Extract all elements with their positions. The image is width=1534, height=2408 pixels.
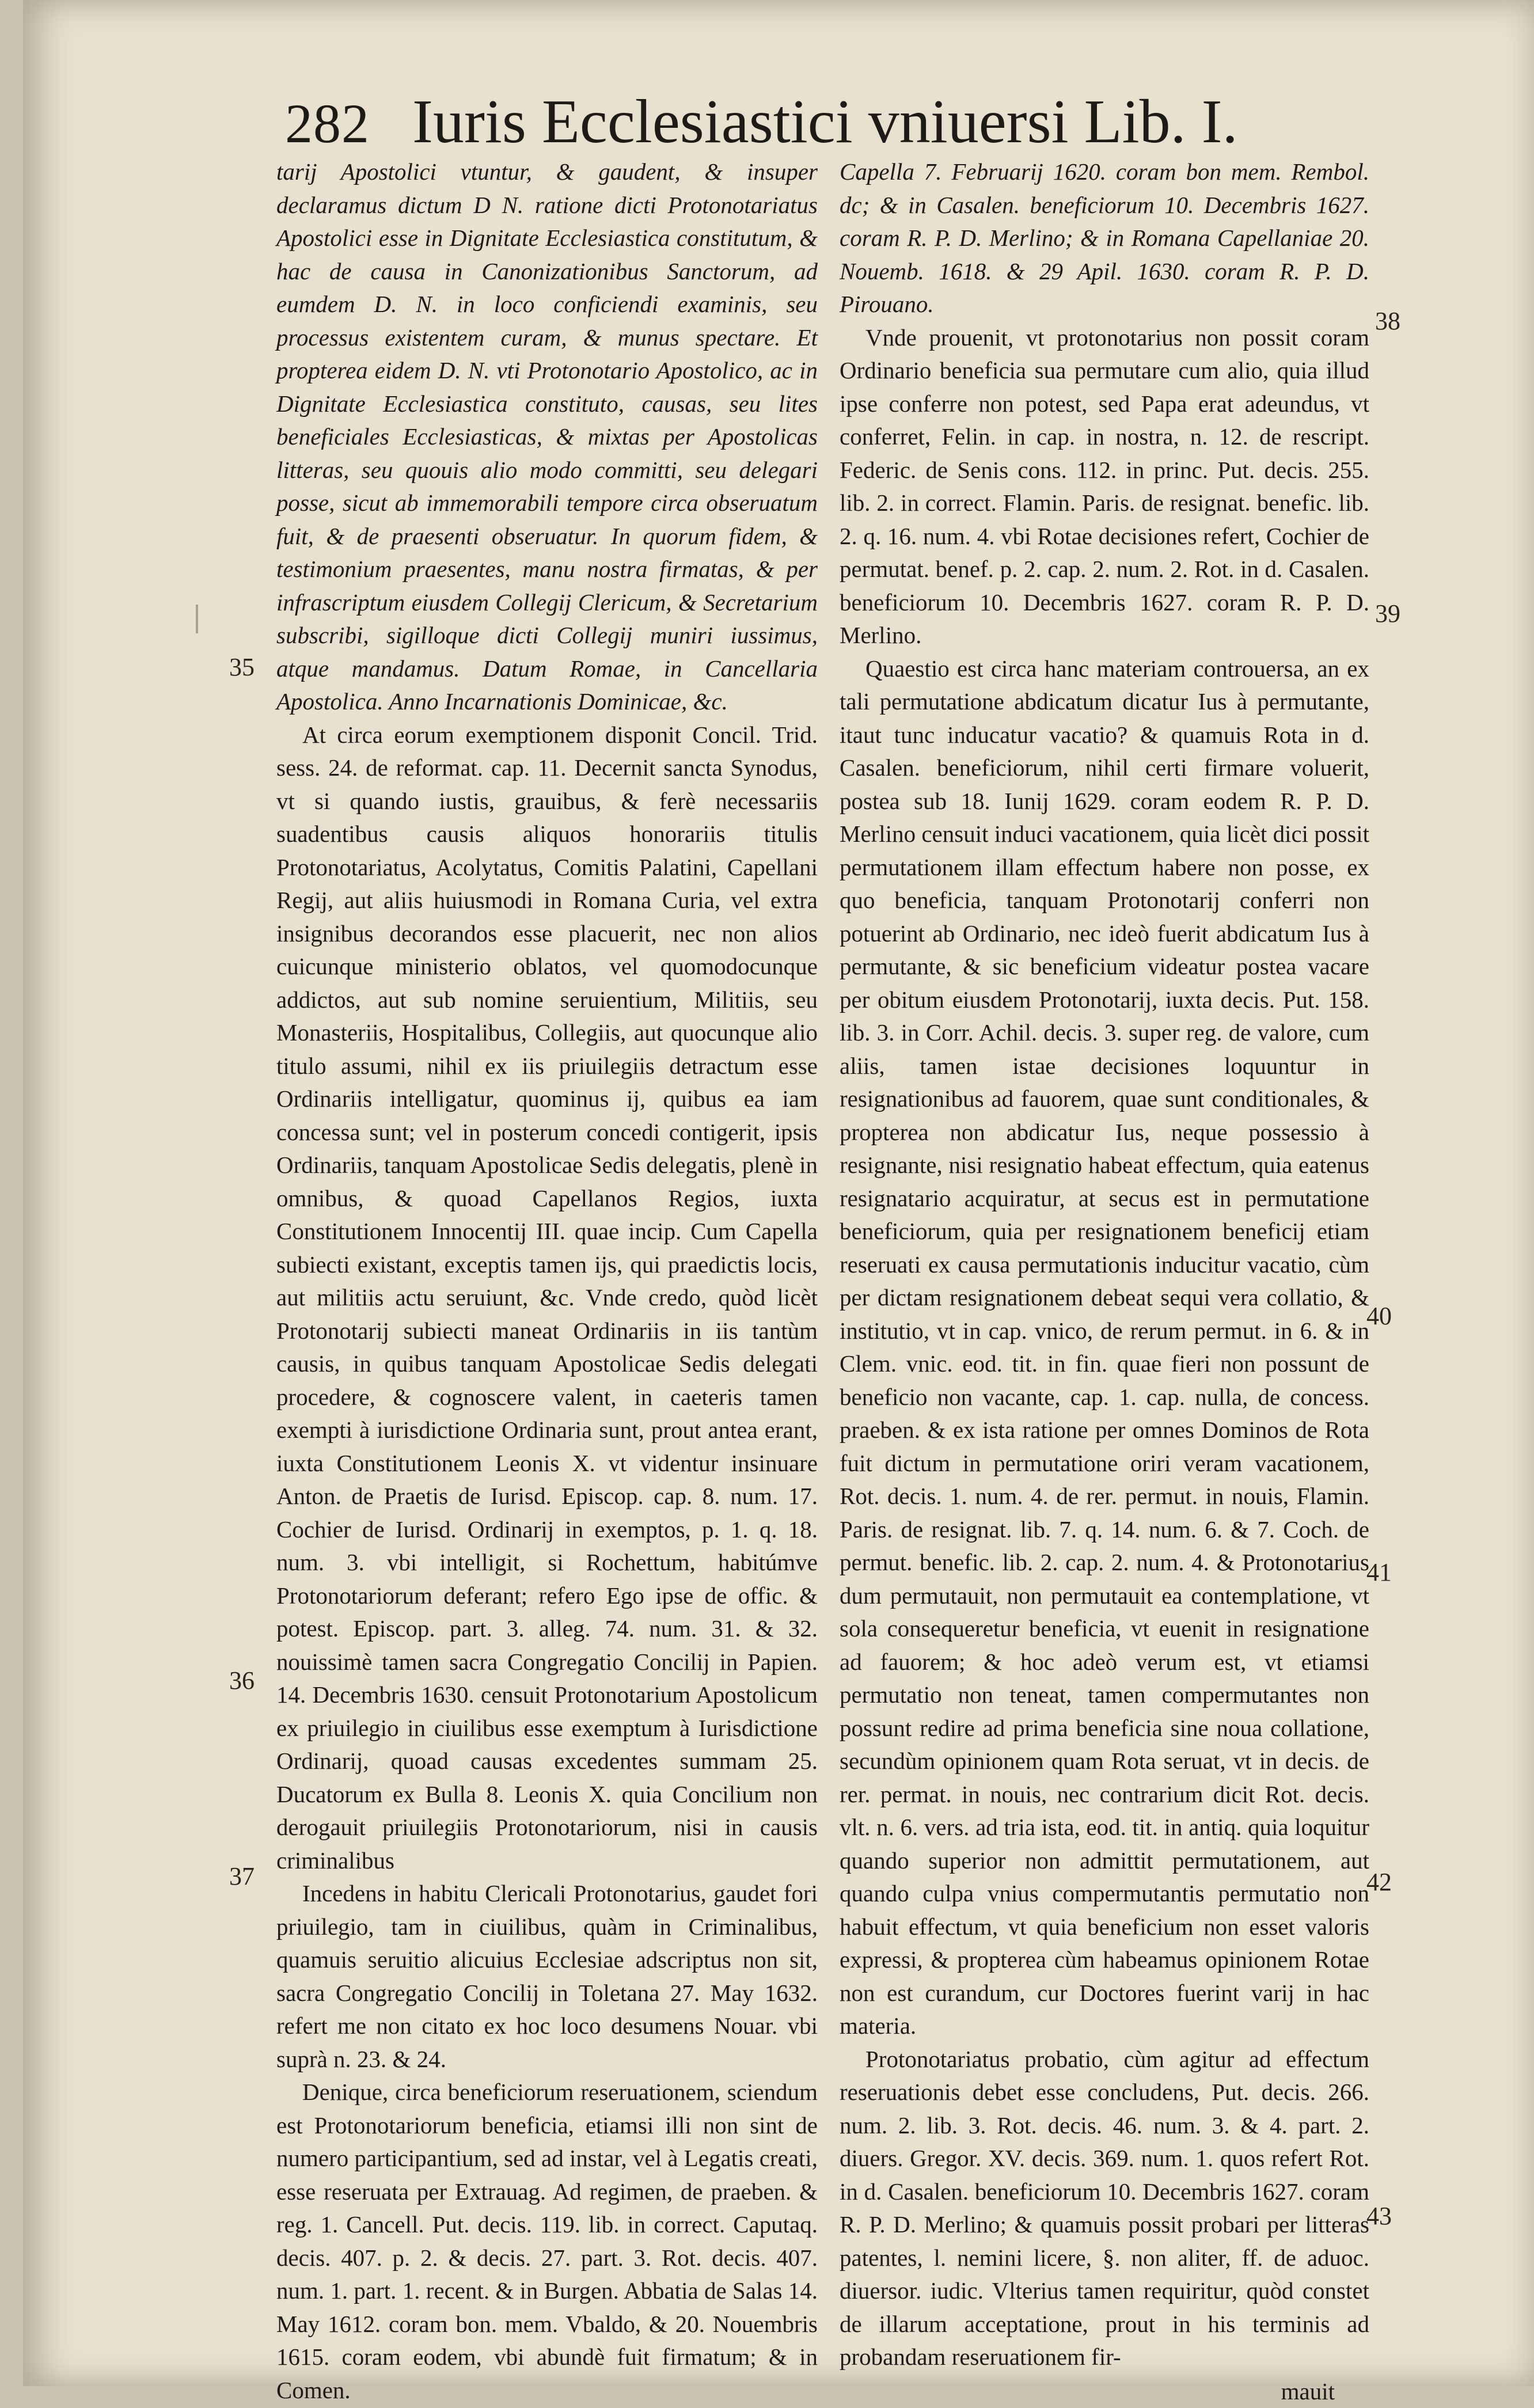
left-column <box>276 155 818 2344</box>
paragraph-37: Denique, circa beneficiorum reseruationem, sciendum est Protonotariorum beneficia, etiamsi illi non sint de numero participantium, sed ad instar, vel à Legatis creati, esse reseruata per Extrauag. Ad regimen, de praeben. & reg. 1. Cancell. Put. decis. 119. lib. in correct. Caputaq. decis. 407. p. 2. & decis. 27. part. 3. Rot. decis. 407. num. 1. part. 1. recent. & in Burgen. Abbatia de Salas 14. May 1612. coram bon. mem. Vbaldo, & 20. Nouembris 1615. coram eodem, vbi abundè fuit firmatum; & in Comen. <box>276 2076 818 2407</box>
margin-number-39: 39 <box>1375 599 1400 628</box>
margin-number-36: 36 <box>229 1666 255 1695</box>
paragraph-38: Vnde prouenit, vt protonotarius non possit coram Ordinario beneficia sua permutare cum alio, quia illud ipse conferre non potest, sed Papa erat adeundus, vt conferret, Felin. in cap. in nostra, n. 12. de rescript. Federic. de Senis cons. 112. in princ. Put. decis. 255. lib. 2. in correct. Flamin. Paris. de resignat. benefic. lib. 2. q. 16. num. 4. vbi Rotae decisiones refert, Cochier de permutat. benef. p. 2. cap. 2. num. 2. Rot. in d. Casalen. beneficiorum 10. Decembris 1627. coram R. P. D. Merlino. <box>840 321 1369 652</box>
margin-number-40: 40 <box>1366 1301 1392 1331</box>
margin-number-35: 35 <box>229 652 255 682</box>
book-page <box>23 0 1534 2386</box>
paragraph-citation-continuation: Capella 7. Februarij 1620. coram bon mem. Rembol. dc; & in Casalen. beneficiorum 10. Decembris 1627. coram R. P. D. Merlino; & in Romana Capellaniae 20. Nouemb. 1618. & 29 Apil. 1630. coram R. P. D. Pirouano. <box>840 155 1369 321</box>
paragraph-35: At circa eorum exemptionem disponit Concil. Trid. sess. 24. de reformat. cap. 11. Decernit sancta Synodus, vt si quando iustis, grauibus, & ferè necessariis suadentibus causis aliquos honorariis titulis Protonotariatus, Acolytatus, Comitis Palatini, Capellani Regij, aut aliis huiusmodi in Romana Curia, vel extra insignibus decorandos esse placuerit, nec non alios cuicunque ministerio oblatos, vel quomodocunque addictos, aut sub nomine seruientium, Militiis, seu Monasteriis, Hospitalibus, Collegiis, aut quocunque alio titulo assumi, nihil ex iis priuilegiis detractum esse Ordinariis intelligatur, quominus ij, quibus ea iam concessa sunt; vel in posterum concedi contigerit, ipsis Ordinariis, tanquam Apostolicae Sedis delegatis, plenè in omnibus, & quoad Capellanos Regios, iuxta Constitutionem Innocentij III. quae incip. Cum Capella subiecti existant, exceptis tamen ijs, qui praedictis locis, aut militiis actu seruiunt, &c. Vnde credo, quòd licèt Protonotarij subiecti maneat Ordinariis in iis tantùm causis, in quibus tanquam Apostolicae Sedis delegati procedere, & cognoscere valent, in caeteris tamen exempti à iurisdictione Ordinaria sunt, prout antea erant, iuxta Constitutionem Leonis X. vt videntur insinuare Anton. de Praetis de Iurisd. Episcop. cap. 8. num. 17. Cochier de Iurisd. Ordinarij in exemptos, p. 1. q. 18. num. 3. vbi intelligit, si Rochettum, habitúmve Protonotariorum deferant; refero Ego ipse de offic. & potest. Episcop. part. 3. alleg. 74. num. 31. & 32. nouissimè tamen sacra Congregatio Concilij in Papien. 14. Decembris 1630. censuit Protonotarium Apostolicum ex priuilegio in ciuilibus esse exemptum à Iurisdictione Ordinarij, quoad causas excedentes summam 25. Ducatorum ex Bulla 8. Leonis X. quia Concilium non derogauit priuilegiis Protonotariorum, nisi in causis criminalibus <box>276 719 818 1878</box>
paragraph-39: Quaestio est circa hanc materiam controuersa, an ex tali permutatione abdicatum dicatur Ius à permutante, itaut tunc inducatur vacatio? & quamuis Rota in d. Casalen. beneficiorum, nihil certi firmare voluerit, postea sub 18. Iunij 1629. coram eodem R. P. D. Merlino censuit induci vacationem, quia licèt dici possit permutationem illam effectum habere non posse, ex quo beneficia, tanquam Protonotarij conferri non potuerint ab Ordinario, nec ideò fuerit abdicatum Ius à permutante, & sic beneficium videatur postea vacare per obitum eiusdem Protonotarij, iuxta decis. Put. 158. lib. 3. in Corr. Achil. decis. 3. super reg. de valore, cum aliis, tamen istae decisiones loquuntur in resignationibus ad fauorem, quae sunt conditionales, & propterea non abdicatur Ius, neque possessio à resignante, nisi resignatio habeat effectum, quia eatenus resignatario acquiratur, at secus est in permutatione beneficiorum, quia per resignationem beneficij etiam reseruati ex causa permutationis inducitur vacatio, cùm per dictam resignationem debeat sequi vera collatio, & institutio, vt in cap. vnico, de rerum permut. in 6. & in Clem. vnic. eod. tit. in fin. quae fieri non possunt de beneficio non vacante, cap. 1. cap. nulla, de concess. praeben. & ex ista ratione per omnes Dominos de Rota fuit dictum in permutatione oriri veram vacationem, Rot. decis. 1. num. 4. de rer. permut. in nouis, Flamin. Paris. de resignat. lib. 7. q. 14. num. 6. & 7. Coch. de permut. benefic. lib. 2. cap. 2. num. 4. & Protonotarius dum permutauit, non permutauit ea contemplatione, vt sola consequeretur beneficia, vt euenit in resignatione ad fauorem; & hoc adeò verum est, vt etiamsi permutatio non teneat, tamen compermutantes non possunt redire ad prima beneficia sine noua collatione, secundùm opinionem quam Rota seruat, vt in decis. de rer. permat. in nouis, nec contrarium dicit Rot. decis. vlt. n. 6. vers. ad tria ista, eod. tit. in antiq. quia loquitur quando superior non admittit permutationem, aut quando culpa vnius compermutantis permutatio non habuit effectum, vt quia beneficium non esset valoris expressi, & propterea cùm habeamus opinionem Rotae non est curandum, cur Doctores fuerint varij in hac materia. <box>840 652 1369 2043</box>
margin-number-37: 37 <box>229 1862 255 1891</box>
paragraph-36: Incedens in habitu Clericali Protonotarius, gaudet fori priuilegio, tam in ciuilibus, quàm in Criminalibus, quamuis seruitio alicuius Ecclesiae adscriptus non sit, sacra Congregatio Concilij in Toletana 27. May 1632. refert me non citato ex hoc loco desumens Nouar. vbi suprà n. 23. & 24. <box>276 1877 818 2076</box>
margin-mark <box>196 605 198 633</box>
catchword: mauit <box>840 2375 1369 2408</box>
paragraph-42: Protonotariatus probatio, cùm agitur ad effectum reseruationis debet esse concludens, Put. decis. 266. num. 2. lib. 3. Rot. decis. 46. num. 3. & 4. part. 2. diuers. Gregor. XV. decis. 369. num. 1. quos refert Rot. in d. Casalen. beneficiorum 10. Decembris 1627. coram R. P. D. Merlino; & quamuis possit probari per litteras patentes, l. nemini licere, §. non aliter, ff. de aduoc. diuersor. iudic. Vlterius tamen requiritur, quòd constet de illarum acceptatione, prout in his terminis ad probandam reseruationem fir- <box>840 2043 1369 2374</box>
margin-number-43: 43 <box>1366 2201 1392 2231</box>
margin-number-42: 42 <box>1366 1867 1392 1897</box>
right-column <box>840 155 1369 2344</box>
margin-number-38: 38 <box>1375 306 1400 336</box>
margin-number-41: 41 <box>1366 1558 1392 1587</box>
page-number: 282 <box>285 93 370 154</box>
paragraph-bull-continuation: tarij Apostolici vtuntur, & gaudent, & insuper declaramus dictum D N. ratione dicti Protonotariatus Apostolici esse in Dignitate Ecclesiastica constitutum, & hac de causa in Canonizationibus Sanctorum, ad eumdem D. N. in loco conficiendi examinis, seu processus existentem curam, & munus spectare. Et propterea eidem D. N. vti Protonotario Apostolico, ac in Dignitate Ecclesiastica constituto, causas, seu lites beneficiales Ecclesiasticas, & mixtas per Apostolicas litteras, seu quouis alio modo committi, seu delegari posse, sicut ab immemorabili tempore circa obseruatum fuit, & de praesenti obseruatur. In quorum fidem, & testimonium praesentes, manu nostra firmatas, & per infrascriptum eiusdem Collegij Clericum, & Secretarium subscribi, sigilloque dicti Collegij muniri iussimus, atque mandamus. Datum Romae, in Cancellaria Apostolica. Anno Incarnationis Dominicae, &c. <box>276 155 818 719</box>
page-header <box>285 86 1264 167</box>
running-title: Iuris Ecclesiastici vniuersi Lib. I. <box>412 88 1238 156</box>
